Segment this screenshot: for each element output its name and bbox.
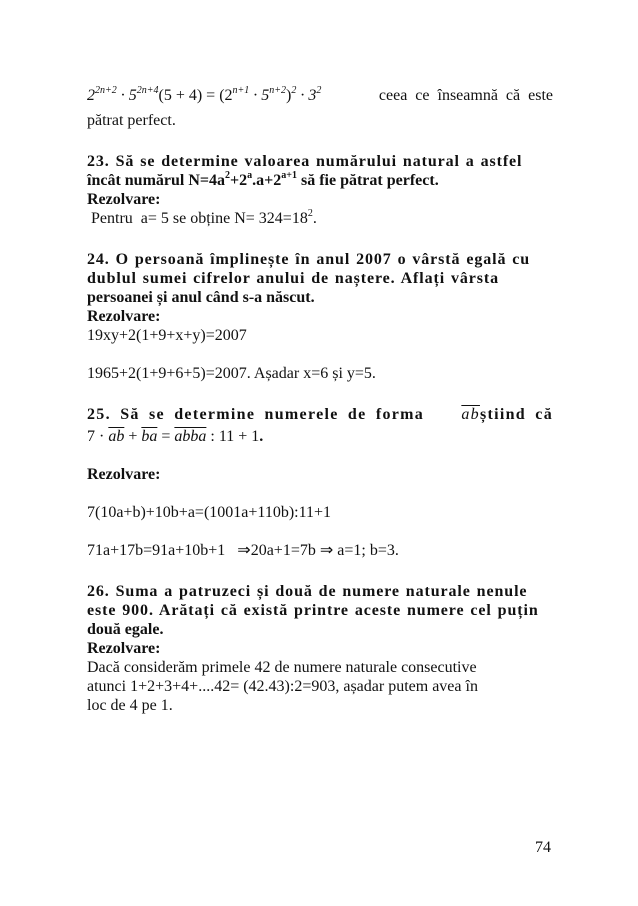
intro-formula-line	[87, 86, 553, 105]
problem-24-title-line2: dublul sumei cifrelor anului de naștere. Aflați vârsta	[87, 270, 500, 287]
page-content	[87, 82, 553, 715]
problem-23-rezolvare-label: Rezolvare:	[87, 191, 161, 208]
intro-formula: $2^{2n+2} \cdot 5^{2n+4}(5 + 4) = (2^{n+1} \cdot 5^{n+2})^2 \cdot 3^2$	[87, 84, 322, 104]
problem-24-line2: 1965+2(1+9+6+5)=2007. Așadar x=6 și y=5.	[87, 365, 376, 382]
problem-24-title-line3: persoanei și anul când s-a născut.	[87, 289, 315, 306]
implies-icon: ⇒	[237, 542, 251, 559]
intro-text-line1: ceea ce înseamnă că este	[378, 87, 553, 104]
page-number: 74	[535, 839, 551, 856]
problem-25-equation: $7 \cdot \overline{ab} + \overline{ba}$ = abba : 11 + 1.	[87, 428, 264, 445]
problem-26-line2: atunci 1+2+3+4+....42= (42.43):2=903, așadar putem avea în	[87, 678, 478, 695]
problem-25-rezolvare-label: Rezolvare:	[87, 466, 161, 483]
ab-overlined: $\overline{ab}$	[461, 406, 480, 423]
problem-26-rezolvare-label: Rezolvare:	[87, 640, 161, 657]
problem-25-line1: 7(10a+b)+10b+a=(1001a+110b):11+1	[87, 504, 332, 521]
problem-26-line1: Dacă considerăm primele 42 de numere naturale consecutive	[87, 659, 477, 676]
problem-23-title-line2: încât numărul $N=4a^2+2^a.a+2^{a+1}$ să fie pătrat perfect.	[87, 169, 439, 189]
problem-24-rezolvare-label: Rezolvare:	[87, 308, 161, 325]
problem-26-title-line3: două egale.	[87, 621, 164, 638]
problem-26-line3: loc de 4 pe 1.	[87, 697, 173, 714]
problem-26-title-line2: este 900. Arătați că există printre aceste numere cel puțin	[87, 602, 539, 619]
problem-25-title-line1: 25. Să se determine numerele de forma $\overline{ab}știind$ că	[87, 406, 553, 423]
problem-24-line1: 19xy+2(1+9+x+y)=2007	[87, 327, 247, 344]
implies-icon: ⇒	[319, 542, 334, 559]
problem-23-title-line1: 23. Să se determine valoarea numărului natural a astfel	[87, 153, 523, 170]
intro-text-line2: pătrat perfect.	[87, 112, 176, 129]
problem-25-line2: 71a+17b=91a+10b+1 ⇒20a+1=7b ⇒ a=1; b=3.	[87, 542, 399, 559]
problem-23-solution: Pentru a= 5 se obține $N= 324=18^2$.	[87, 207, 317, 227]
problem-24-title-line1: 24. O persoană împlinește în anul 2007 o vârstă egală cu	[87, 251, 531, 268]
problem-26-title-line1: 26. Suma a patruzeci și două de numere naturale nenule	[87, 583, 528, 600]
